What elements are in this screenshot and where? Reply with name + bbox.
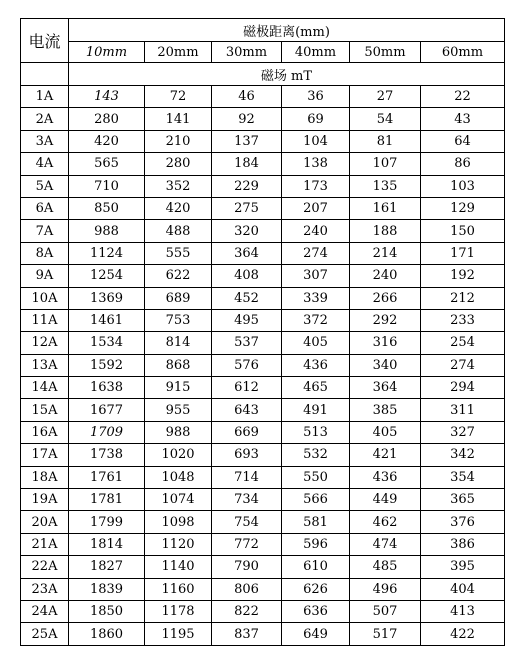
table-row (21, 444, 505, 466)
table-cell: 214 (350, 242, 421, 264)
table-cell: 626 (282, 578, 350, 600)
table-cell: 385 (350, 399, 421, 421)
table-row (21, 108, 505, 130)
table-cell: 274 (282, 242, 350, 264)
table-cell: 837 (212, 623, 282, 645)
table-cell: 240 (282, 220, 350, 242)
table-cell: 150 (421, 220, 505, 242)
row-label-current: 2A (21, 108, 69, 130)
column-header: 20mm (145, 42, 212, 63)
row-label-current: 23A (21, 578, 69, 600)
table-cell: 54 (350, 108, 421, 130)
table-cell: 1814 (69, 533, 145, 555)
table-cell: 714 (212, 466, 282, 488)
table-cell: 1074 (145, 489, 212, 511)
table-row (21, 533, 505, 555)
table-cell: 1781 (69, 489, 145, 511)
table-row (21, 332, 505, 354)
table-cell: 188 (350, 220, 421, 242)
table-cell: 254 (421, 332, 505, 354)
table-cell: 1178 (145, 600, 212, 622)
row-label-current: 4A (21, 153, 69, 175)
table-cell: 229 (212, 175, 282, 197)
table-cell: 1048 (145, 466, 212, 488)
table-row (21, 197, 505, 219)
table-cell: 207 (282, 197, 350, 219)
table-cell: 988 (145, 421, 212, 443)
table-cell: 339 (282, 287, 350, 309)
row-label-current: 20A (21, 511, 69, 533)
magnetic-field-table (20, 18, 505, 646)
table-cell: 294 (421, 377, 505, 399)
table-cell: 1761 (69, 466, 145, 488)
table-cell: 612 (212, 377, 282, 399)
table-cell: 421 (350, 444, 421, 466)
table-cell: 233 (421, 309, 505, 331)
table-cell: 1254 (69, 265, 145, 287)
table-cell: 171 (421, 242, 505, 264)
table-cell: 365 (421, 489, 505, 511)
table-cell: 1369 (69, 287, 145, 309)
table-row (21, 287, 505, 309)
table-cell: 36 (282, 86, 350, 108)
table-cell: 327 (421, 421, 505, 443)
table-cell: 184 (212, 153, 282, 175)
table-row (21, 175, 505, 197)
table-cell: 532 (282, 444, 350, 466)
table-cell: 81 (350, 130, 421, 152)
row-label-current: 19A (21, 489, 69, 511)
unit-header-spacer (21, 63, 69, 86)
table-cell: 806 (212, 578, 282, 600)
table-cell: 274 (421, 354, 505, 376)
table-cell: 576 (212, 354, 282, 376)
table-cell: 240 (350, 265, 421, 287)
row-label-current: 18A (21, 466, 69, 488)
table-row (21, 265, 505, 287)
table-cell: 22 (421, 86, 505, 108)
table-cell: 43 (421, 108, 505, 130)
table-cell: 138 (282, 153, 350, 175)
table-cell: 64 (421, 130, 505, 152)
table-cell: 386 (421, 533, 505, 555)
table-cell: 596 (282, 533, 350, 555)
table-cell: 210 (145, 130, 212, 152)
table-row (21, 130, 505, 152)
table-row (21, 242, 505, 264)
table-cell: 753 (145, 309, 212, 331)
table-row (21, 600, 505, 622)
table-cell: 1160 (145, 578, 212, 600)
table-cell: 1709 (69, 421, 145, 443)
table-cell: 372 (282, 309, 350, 331)
table-cell: 513 (282, 421, 350, 443)
header-row-group (21, 19, 505, 42)
table-cell: 72 (145, 86, 212, 108)
table-cell: 69 (282, 108, 350, 130)
row-label-current: 13A (21, 354, 69, 376)
table-cell: 420 (145, 197, 212, 219)
table-cell: 103 (421, 175, 505, 197)
row-label-current: 15A (21, 399, 69, 421)
table-cell: 395 (421, 556, 505, 578)
table-cell: 266 (350, 287, 421, 309)
table-cell: 107 (350, 153, 421, 175)
table-cell: 280 (69, 108, 145, 130)
table-cell: 1677 (69, 399, 145, 421)
table-cell: 1860 (69, 623, 145, 645)
header-row-columns (21, 42, 505, 63)
row-label-current: 17A (21, 444, 69, 466)
table-cell: 420 (69, 130, 145, 152)
table-cell: 129 (421, 197, 505, 219)
table-cell: 822 (212, 600, 282, 622)
row-label-current: 1A (21, 86, 69, 108)
table-cell: 46 (212, 86, 282, 108)
column-header: 60mm (421, 42, 505, 63)
table-cell: 192 (421, 265, 505, 287)
table-cell: 693 (212, 444, 282, 466)
table-cell: 581 (282, 511, 350, 533)
table-cell: 143 (69, 86, 145, 108)
column-header: 50mm (350, 42, 421, 63)
table-cell: 555 (145, 242, 212, 264)
unit-header-field: 磁场 mT (69, 63, 505, 86)
table-cell: 364 (350, 377, 421, 399)
table-cell: 316 (350, 332, 421, 354)
table-cell: 408 (212, 265, 282, 287)
group-header-distance: 磁极距离(mm) (69, 19, 505, 42)
table-cell: 474 (350, 533, 421, 555)
table-cell: 449 (350, 489, 421, 511)
table-row (21, 399, 505, 421)
table-row (21, 489, 505, 511)
table-cell: 488 (145, 220, 212, 242)
table-cell: 814 (145, 332, 212, 354)
table-row (21, 220, 505, 242)
row-label-current: 12A (21, 332, 69, 354)
table-cell: 496 (350, 578, 421, 600)
table-cell: 710 (69, 175, 145, 197)
table-cell: 1140 (145, 556, 212, 578)
table-cell: 1850 (69, 600, 145, 622)
table-cell: 566 (282, 489, 350, 511)
data-table-container (20, 18, 505, 646)
table-cell: 988 (69, 220, 145, 242)
table-cell: 135 (350, 175, 421, 197)
table-cell: 141 (145, 108, 212, 130)
table-cell: 104 (282, 130, 350, 152)
table-cell: 340 (350, 354, 421, 376)
row-label-current: 21A (21, 533, 69, 555)
table-cell: 1638 (69, 377, 145, 399)
row-label-current: 14A (21, 377, 69, 399)
table-cell: 1120 (145, 533, 212, 555)
table-cell: 212 (421, 287, 505, 309)
row-label-current: 6A (21, 197, 69, 219)
table-cell: 517 (350, 623, 421, 645)
table-row (21, 556, 505, 578)
table-cell: 1098 (145, 511, 212, 533)
table-cell: 27 (350, 86, 421, 108)
table-cell: 354 (421, 466, 505, 488)
table-cell: 1827 (69, 556, 145, 578)
table-cell: 307 (282, 265, 350, 287)
header-row-unit (21, 63, 505, 86)
table-cell: 173 (282, 175, 350, 197)
table-cell: 1738 (69, 444, 145, 466)
table-row (21, 578, 505, 600)
row-label-current: 24A (21, 600, 69, 622)
column-header: 10mm (69, 42, 145, 63)
column-header: 30mm (212, 42, 282, 63)
table-cell: 643 (212, 399, 282, 421)
table-cell: 1124 (69, 242, 145, 264)
table-row (21, 421, 505, 443)
table-row (21, 153, 505, 175)
table-cell: 955 (145, 399, 212, 421)
table-cell: 275 (212, 197, 282, 219)
table-cell: 622 (145, 265, 212, 287)
table-cell: 280 (145, 153, 212, 175)
table-cell: 915 (145, 377, 212, 399)
table-cell: 790 (212, 556, 282, 578)
table-cell: 92 (212, 108, 282, 130)
table-cell: 495 (212, 309, 282, 331)
table-cell: 86 (421, 153, 505, 175)
table-row (21, 511, 505, 533)
table-row (21, 309, 505, 331)
table-cell: 137 (212, 130, 282, 152)
table-cell: 550 (282, 466, 350, 488)
table-cell: 311 (421, 399, 505, 421)
row-label-current: 22A (21, 556, 69, 578)
table-cell: 161 (350, 197, 421, 219)
table-cell: 1799 (69, 511, 145, 533)
row-label-current: 11A (21, 309, 69, 331)
table-cell: 404 (421, 578, 505, 600)
table-row (21, 466, 505, 488)
table-row (21, 623, 505, 645)
table-cell: 565 (69, 153, 145, 175)
row-label-current: 9A (21, 265, 69, 287)
table-cell: 452 (212, 287, 282, 309)
table-cell: 772 (212, 533, 282, 555)
table-cell: 376 (421, 511, 505, 533)
table-cell: 669 (212, 421, 282, 443)
table-cell: 1020 (145, 444, 212, 466)
row-header-current: 电流 (21, 19, 69, 63)
table-row (21, 377, 505, 399)
table-cell: 1195 (145, 623, 212, 645)
table-cell: 610 (282, 556, 350, 578)
row-label-current: 8A (21, 242, 69, 264)
table-cell: 689 (145, 287, 212, 309)
table-cell: 485 (350, 556, 421, 578)
table-cell: 868 (145, 354, 212, 376)
table-cell: 649 (282, 623, 350, 645)
table-cell: 405 (350, 421, 421, 443)
table-body (21, 19, 505, 646)
row-label-current: 7A (21, 220, 69, 242)
table-cell: 320 (212, 220, 282, 242)
table-cell: 1839 (69, 578, 145, 600)
table-cell: 1461 (69, 309, 145, 331)
table-row (21, 354, 505, 376)
table-cell: 1592 (69, 354, 145, 376)
table-cell: 734 (212, 489, 282, 511)
table-cell: 636 (282, 600, 350, 622)
table-cell: 352 (145, 175, 212, 197)
table-cell: 405 (282, 332, 350, 354)
table-cell: 422 (421, 623, 505, 645)
table-cell: 342 (421, 444, 505, 466)
row-label-current: 16A (21, 421, 69, 443)
row-label-current: 25A (21, 623, 69, 645)
table-cell: 462 (350, 511, 421, 533)
table-cell: 850 (69, 197, 145, 219)
table-cell: 436 (350, 466, 421, 488)
table-cell: 1534 (69, 332, 145, 354)
table-row (21, 86, 505, 108)
table-cell: 436 (282, 354, 350, 376)
table-cell: 537 (212, 332, 282, 354)
table-cell: 413 (421, 600, 505, 622)
row-label-current: 3A (21, 130, 69, 152)
table-cell: 465 (282, 377, 350, 399)
table-cell: 507 (350, 600, 421, 622)
row-label-current: 10A (21, 287, 69, 309)
column-header: 40mm (282, 42, 350, 63)
table-cell: 491 (282, 399, 350, 421)
row-label-current: 5A (21, 175, 69, 197)
table-cell: 754 (212, 511, 282, 533)
table-cell: 364 (212, 242, 282, 264)
table-cell: 292 (350, 309, 421, 331)
